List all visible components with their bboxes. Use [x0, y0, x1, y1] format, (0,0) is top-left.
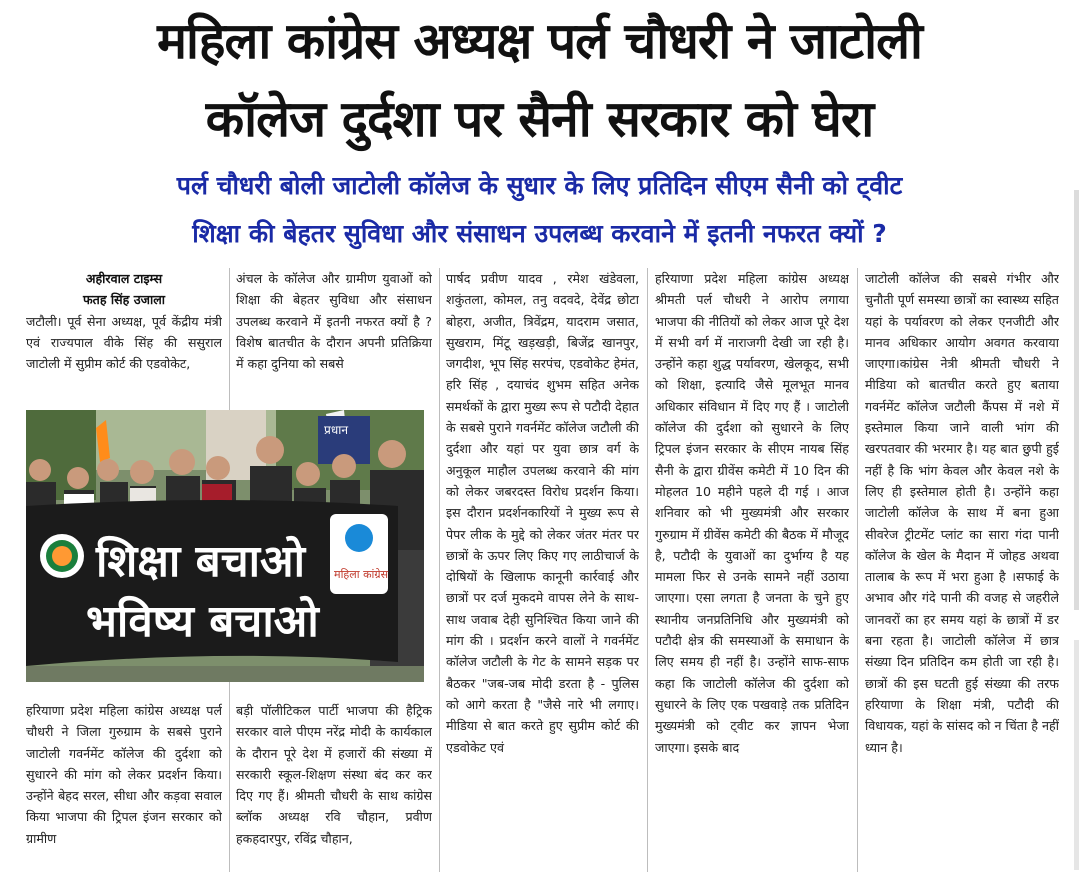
masthead-fragment [872, 0, 1052, 6]
article-paragraph: अंचल के कॉलेज और ग्रामीण युवाओं को शिक्षा की बेहतर सुविधा और संसाधन उपलब्ध करवाने में इतनी नफरत क्यों है ? विशेष बातचीत के दौरान अपनी प्रतिक्रिया में कहा दुनिया को सबसे [236, 271, 432, 372]
article-paragraph: पार्षद प्रवीण यादव , रमेश खंडेवला, शकुंतला, कोमल, तनु वदवदे, देवेंद्र छोटा बोहरा, अजीत, त्रिवेंद्रम, यादराम जसात, सुखराम, मिंटू खड़खड़ी, बिजेंद्र खानपुर, जगदीश, भूप सिंह सरपंच, एडवोकेट हेमंत, हरि सिंह , दयाचंद शुभम सहित अनेक समर्थकों के द्वारा मुख्य रूप से पटौदी देहात के सबसे पुराने गवर्नमेंट कॉलेज जटौली की दुर्दशा और यहां पर युवा छात्र वर्ग के अनुकूल माहौल उपलब्ध करवाने की मांग को लेकर जबरदस्त विरोध प्रदर्शन किया। इस दौरान प्रदर्शनकारियों ने मुख्य रूप से पेपर लीक के मुद्दे को लेकर जंतर मंतर पर छात्रों के ऊपर लिए किए गए लाठीचार्ज के दोषियों के खिलाफ कानूनी कार्रवाई और छात्रों पर दर्ज मुकदमे वापस लेने के साथ-साथ जवाब देही सुनिश्चित किया जाने की मांग की । प्रदर्शन करने वालों ने गवर्नमेंट कॉलेज जटौली के गेट के सामने सड़क पर बैठकर "जब-जब मोदी डरता है - पुलिस को आगे करता है "जैसे नारे भी लगाए। मीडिया से बात करते हुए सुप्रीम कोर्ट की एडवोकेट एवं [446, 271, 639, 755]
column-divider [857, 268, 858, 872]
logo-text: महिला कांग्रेस [334, 568, 389, 581]
article-column-3 [446, 268, 639, 872]
column-divider [439, 268, 440, 872]
banner-text-line-1: शिक्षा बचाओ [96, 536, 306, 587]
article-column-4 [655, 268, 849, 872]
protest-photo [26, 410, 424, 682]
article-paragraph: जटौली। पूर्व सेना अध्यक्ष, पूर्व केंद्रीय मंत्री एवं राज्यपाल वीके सिंह की ससुराल जाटोली में सुप्रीम कोर्ट की एडवोकेट, [26, 313, 222, 372]
article-column-2-top [236, 268, 432, 410]
adjacent-page-edge [1074, 190, 1079, 610]
article-column-1-top [26, 268, 222, 410]
banner-text-line-2: भविष्य बचाओ [86, 596, 319, 647]
headline-line-1: महिला कांग्रेस अध्यक्ष पर्ल चौधरी ने जाटोली [157, 12, 922, 70]
article-column-2-bottom [236, 700, 432, 876]
article-paragraph: बड़ी पॉलीटिकल पार्टी भाजपा की हैट्रिक सरकार वाले पीएम नरेंद्र मोदी के कार्यकाल के दौरान पूरे देश में हजारों की संख्या में सरकारी स्कूल-शिक्षण संस्था बंद कर कर दिए गए हैं। श्रीमती चौधरी के साथ कांग्रेस ब्लॉक अध्यक्ष रवि चौहान, प्रवीण हकहदारपुर, रविंद्र चौहान, [236, 703, 432, 846]
subheading-line-2: शिक्षा की बेहतर सुविधा और संसाधन उपलब्ध करवाने में इतनी नफरत क्यों ? [192, 219, 887, 248]
byline-reporter: फतह सिंह उजाला [82, 292, 166, 308]
subheading-line-1: पर्ल चौधरी बोली जाटोली कॉलेज के सुधार के लिए प्रतिदिन सीएम सैनी को ट्वीट [176, 171, 903, 200]
sign-text: प्रधान [324, 423, 348, 437]
article-paragraph: हरियाणा प्रदेश महिला कांग्रेस अध्यक्ष पर्ल चौधरी ने जिला गुरुग्राम के सबसे पुराने जाटोली गवर्नमेंट कॉलेज की दुर्दशा को सुधारने की मांग को लेकर प्रदर्शन किया। उन्होंने बेहद सरल, सीधा और कड़वा सवाल किया भाजपा की ट्रिपल इंजन सरकार को ग्रामीण [26, 703, 222, 846]
article-paragraph: जाटोली कॉलेज की सबसे गंभीर और चुनौती पूर्ण समस्या छात्रों का स्वास्थ्य सहित यहां के पर्यावरण को लेकर एनजीटी और मानव अधिकार आयोग अवगत करवाया जाएगा।कांग्रेस नेत्री श्रीमती चौधरी ने मीडिया को बातचीत करते हुए बताया गवर्नमेंट कॉलेज जटौली कैंपस में नशे में इस्तेमाल किया जाने वाली भांग की खरपतवार की भरमार है। यह बात छुपी हुई नहीं है कि भांग केवल और केवल नशे के लिए ही इस्तेमाल होती है। उन्होंने कहा जाटोली कॉलेज के साथ में बना हुआ सीवरेज ट्रीटमेंट प्लांट का सारा गंदा पानी कॉलेज के खेल के मैदान में जोहड अथवा तालाब के रूप में भरा हुआ है ।सफाई के अभाव और गंदे पानी की वजह से जहरीले जानवरों का हर समय यहां के छात्रों में डर बना रहता है। जाटोली कॉलेज में छात्र संख्या दिन प्रतिदिन कम होती जा रही है। छात्रों की इस घटती हुई संख्या की तरफ हरियाणा के शिक्षा मंत्री, पटौदी की विधायक, यहां के सांसद को न चिंता है नहीं ध्यान है। [865, 271, 1059, 755]
article-column-1-bottom [26, 700, 222, 876]
byline-publication: अहीरवाल टाइम्स [85, 271, 163, 286]
article-column-5 [865, 268, 1059, 872]
adjacent-page-edge [1074, 640, 1079, 870]
article-paragraph: हरियाणा प्रदेश महिला कांग्रेस अध्यक्ष श्रीमती पर्ल चौधरी ने आरोप लगाया भाजपा की नीतियों को लेकर आज पूरे देश में सभी वर्ग में नाराजगी देखी जा रही है। उन्होंने कहा शुद्ध पर्यावरण, खेलकूद, सभी को शिक्षा, इत्यादि जैसे मूलभूत मानव अधिकार संविधान में दिए गए हैं । जाटोली कॉलेज की दुर्दशा को सुधारने के लिए ट्रिपल इंजन सरकार के सीएम नायब सिंह सैनी के द्वारा ग्रीवेंस कमेटी में 10 दिन की मोहलत 10 महीने पहले दी गई । आज शनिवार को भी मुख्यमंत्री और सरकार गुरुग्राम में ग्रीवेंस कमेटी की बैठक में मौजूद है, पटौदी के युवाओं का दुर्भाग्य है यह मामला फिर से उनके सामने नहीं उठाया जाएगा। एसा लगता है जनता के चुने हुए स्थानीय जनप्रतिनिधि और मुख्यमंत्री को पटौदी क्षेत्र की समस्याओं के समाधान के लिए समय ही नहीं है। उन्होंने साफ-साफ कहा कि जाटोली कॉलेज की दुर्दशा को सुधारने के लिए एक पखवाड़े तक प्रतिदिन मुख्यमंत्री को ट्वीट कर ज्ञापन भेजा जाएगा। इसके बाद [655, 271, 849, 755]
column-divider [647, 268, 648, 872]
headline-line-2: कॉलेज दुर्दशा पर सैनी सरकार को घेरा [205, 90, 874, 148]
